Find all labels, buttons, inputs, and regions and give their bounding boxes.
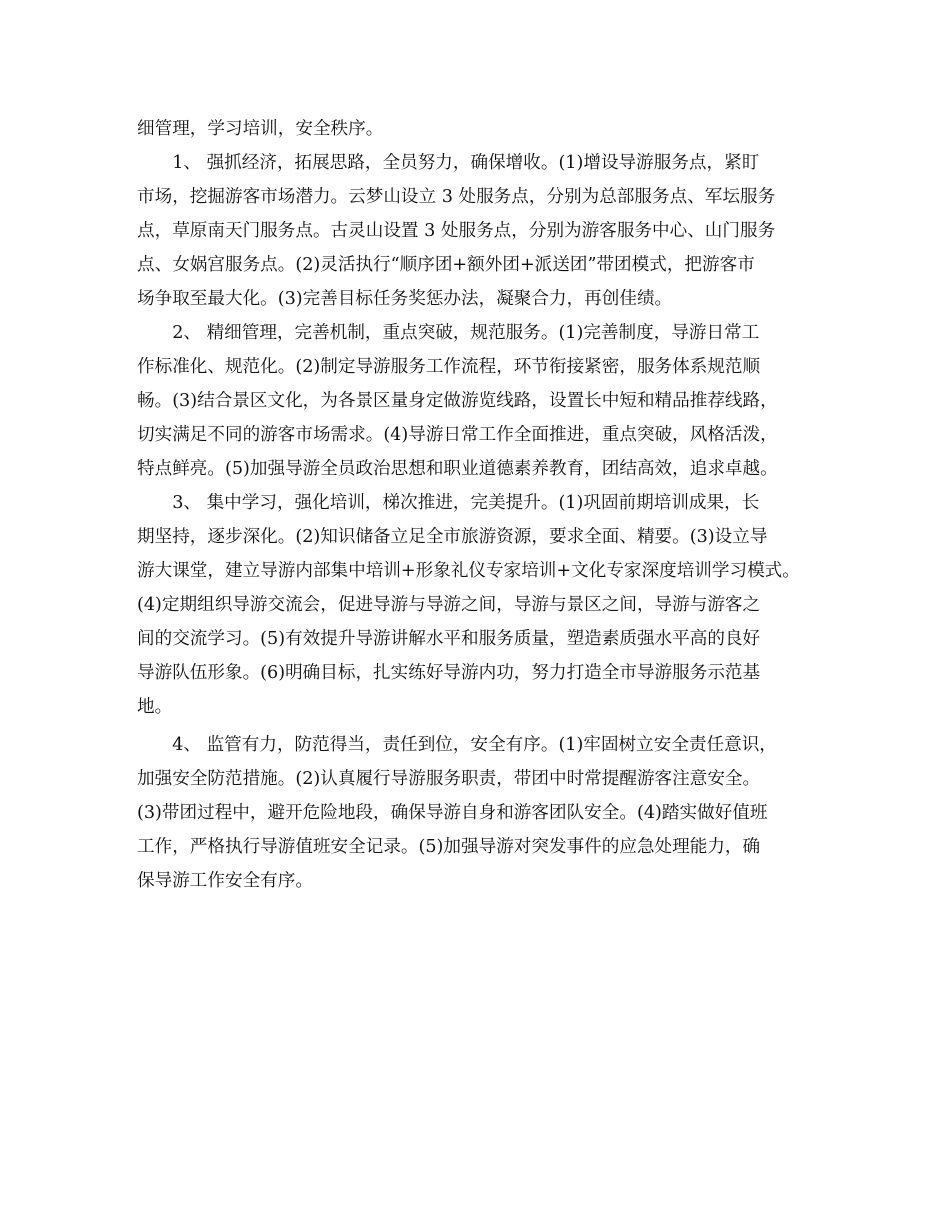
text-line: 1、 强抓经济，拓展思路，全员努力，确保增收。(1)增设导游服务点，紧盯 <box>137 153 760 173</box>
paragraph <box>137 112 825 146</box>
text-line: 场争取至最大化。(3)完善目标任务奖惩办法，凝聚合力，再创佳绩。 <box>137 289 673 309</box>
text-line: 加强安全防范措施。(2)认真履行导游服务职责，带团中时常提醒游客注意安全。 <box>137 769 761 789</box>
text-line: 作标准化、规范化。(2)制定导游服务工作流程，环节衔接紧密，服务体系规范顺 <box>137 357 761 377</box>
text-line: 保导游工作安全有序。 <box>137 871 313 891</box>
text-line: 导游队伍形象。(6)明确目标，扎实练好导游内功，努力打造全市导游服务示范基 <box>137 663 761 683</box>
paragraph <box>137 316 825 486</box>
text-line: 点，草原南天门服务点。古灵山设置 3 处服务点，分别为游客服务中心、山门服务 <box>137 221 776 241</box>
text-line: 间的交流学习。(5)有效提升导游讲解水平和服务质量，塑造素质强水平高的良好 <box>137 629 761 649</box>
text-line: 特点鲜亮。(5)加强导游全员政治思想和职业道德素养教育，团结高效，追求卓越。 <box>137 459 778 479</box>
text-line: 2、 精细管理，完善机制，重点突破，规范服务。(1)完善制度，导游日常工 <box>137 323 760 343</box>
text-line: (4)定期组织导游交流会，促进导游与导游之间，导游与景区之间，导游与游客之 <box>137 595 761 615</box>
text-line: 期坚持，逐步深化。(2)知识储备立足全市旅游资源，要求全面、精要。(3)设立导 <box>137 527 768 547</box>
paragraph <box>137 146 825 316</box>
text-line: 游大课堂，建立导游内部集中培训+形象礼仪专家培训+文化专家深度培训学习模式。 <box>137 561 800 581</box>
text-line: 工作，严格执行导游值班安全记录。(5)加强导游对突发事件的应急处理能力，确 <box>137 837 761 857</box>
document-body <box>137 112 825 898</box>
text-line: 3、 集中学习，强化培训，梯次推进，完美提升。(1)巩固前期培训成果，长 <box>137 493 760 513</box>
text-line: (3)带团过程中，避开危险地段，确保导游自身和游客团队安全。(4)踏实做好值班 <box>137 803 768 823</box>
paragraph <box>137 486 825 724</box>
paragraph <box>137 728 825 898</box>
text-line: 地。 <box>137 697 173 717</box>
text-line: 4、 监管有力，防范得当，责任到位，安全有序。(1)牢固树立安全责任意识， <box>137 735 777 755</box>
text-line: 切实满足不同的游客市场需求。(4)导游日常工作全面推进，重点突破，风格活泼， <box>137 425 778 445</box>
text-line: 点、女娲宫服务点。(2)灵活执行“顺序团+额外团+派送团”带团模式，把游客市 <box>137 255 755 275</box>
text-line: 市场，挖掘游客市场潜力。云梦山设立 3 处服务点，分别为总部服务点、军坛服务 <box>137 187 776 207</box>
text-line: 畅。(3)结合景区文化，为各景区量身定做游览线路，设置长中短和精品推荐线路， <box>137 391 778 411</box>
text-line: 细管理，学习培训，安全秩序。 <box>137 119 384 139</box>
